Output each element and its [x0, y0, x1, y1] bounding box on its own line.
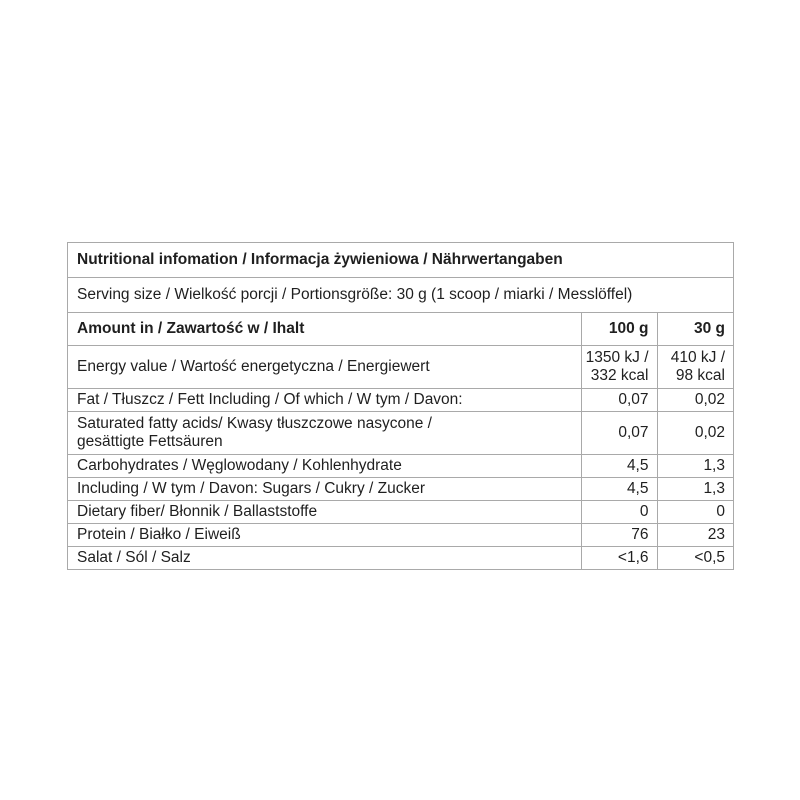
row-value-100g: 4,5: [581, 455, 657, 478]
row-value-100g: 0,07: [581, 412, 657, 455]
row-value-30g: 1,3: [657, 455, 733, 478]
energy-kcal-30g: 98 kcal: [675, 367, 725, 384]
row-value-100g: <1,6: [581, 547, 657, 570]
header-amount-label: Amount in / Zawartość w / Ihalt: [68, 313, 581, 346]
table-row-sugars: [68, 478, 733, 501]
table-header-row: [68, 313, 733, 346]
table-row-saturated: [68, 412, 733, 455]
row-value-100g: 4,5: [581, 478, 657, 501]
nutrition-table: [68, 313, 733, 569]
energy-kj-100g: 1350 kJ /: [585, 349, 649, 366]
row-value-100g: [581, 346, 657, 389]
row-label: Fat / Tłuszcz / Fett Including / Of which / W tym / Davon:: [68, 389, 581, 412]
row-value-30g: 0,02: [657, 389, 733, 412]
row-label-line1: Saturated fatty acids/ Kwasy tłuszczowe nasycone /: [77, 415, 432, 432]
row-value-100g: 76: [581, 524, 657, 547]
nutrition-table-panel: [67, 242, 734, 570]
table-row-fat: [68, 389, 733, 412]
table-row-carbohydrates: [68, 455, 733, 478]
table-row-fiber: [68, 501, 733, 524]
table-row-salt: [68, 547, 733, 570]
row-label: Carbohydrates / Węglowodany / Kohlenhydrate: [68, 455, 581, 478]
table-row-protein: [68, 524, 733, 547]
row-label: Protein / Białko / Eiweiß: [68, 524, 581, 547]
row-value-30g: 0: [657, 501, 733, 524]
row-label: Salat / Sól / Salz: [77, 549, 191, 566]
row-label: Dietary fiber/ Błonnik / Ballaststoffe: [68, 501, 581, 524]
row-value-30g: [657, 346, 733, 389]
header-100g: 100 g: [581, 313, 657, 346]
row-value-100g: 0,07: [581, 389, 657, 412]
row-label: Including / W tym / Davon: Sugars / Cukry / Zucker: [68, 478, 581, 501]
row-label: Energy value / Wartość energetyczna / Energiewert: [68, 346, 581, 389]
row-value-100g: 0: [581, 501, 657, 524]
row-label-line2: gesättigte Fettsäuren: [77, 433, 223, 450]
row-value-30g: 0,02: [657, 412, 733, 455]
row-value-30g: 23: [657, 524, 733, 547]
serving-size: Serving size / Wielkość porcji / Portionsgröße: 30 g (1 scoop / miarki / Messlöffel): [68, 278, 733, 313]
row-value-30g: <0,5: [657, 547, 733, 570]
header-30g: 30 g: [657, 313, 733, 346]
row-label: [68, 412, 581, 455]
table-row-energy: [68, 346, 733, 389]
row-value-30g: 1,3: [657, 478, 733, 501]
energy-kcal-100g: 332 kcal: [590, 367, 649, 384]
nutrition-title: Nutritional infomation / Informacja żywieniowa / Nährwertangaben: [68, 243, 733, 278]
energy-kj-30g: 410 kJ /: [670, 349, 725, 366]
